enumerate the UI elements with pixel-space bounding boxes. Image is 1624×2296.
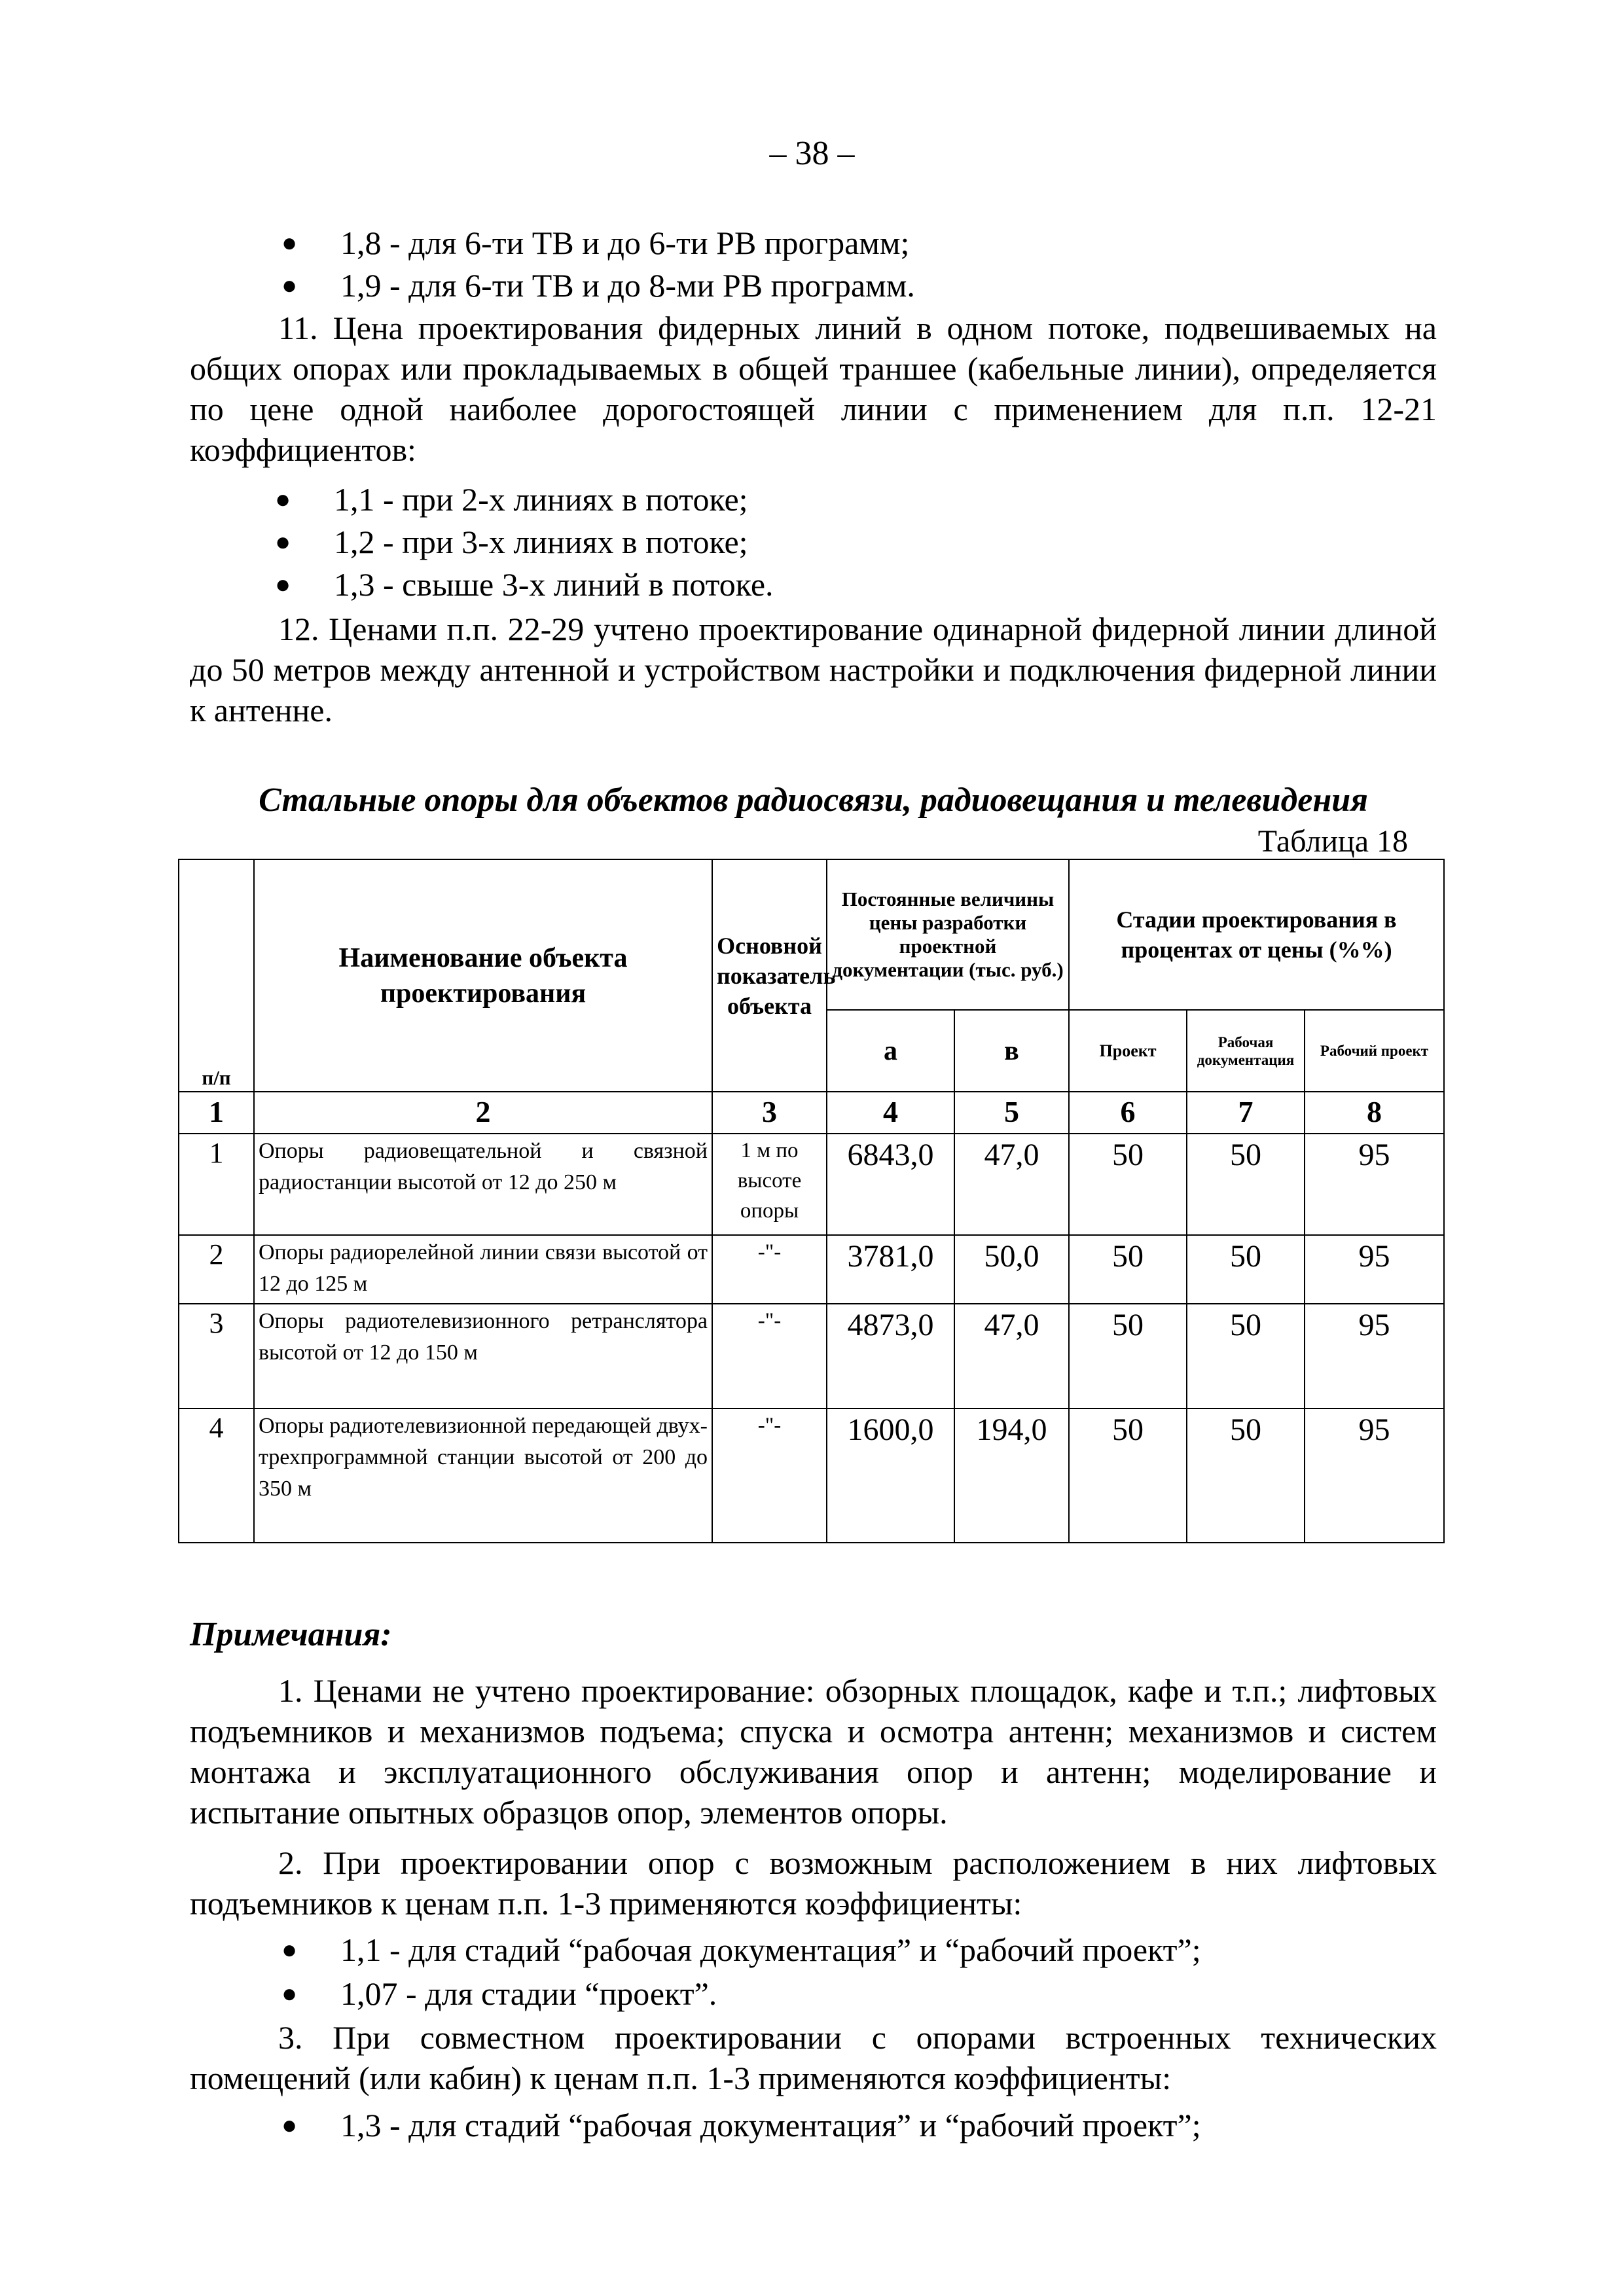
- col-number: 6: [1069, 1092, 1187, 1134]
- row-stage-work-doc: 50: [1187, 1408, 1305, 1543]
- bullet-item: ● 1,9 - для 6-ти ТВ и до 8-ми РВ программ.: [340, 265, 915, 306]
- paragraph-11: 11. Цена проектирования фидерных линий в одном потоке, подвешиваемых на общих опорах или прокладываемых в общей траншее (кабельные линии), определяется по цене одной наиболее дорогостоящей линии с применением для п.п. 12-21 коэффициентов:: [190, 310, 1437, 468]
- row-stage-project: 50: [1069, 1134, 1187, 1235]
- column-numbers-row: [179, 1092, 1444, 1134]
- bullet-icon: ●: [275, 484, 291, 514]
- row-name: Опоры радиовещательной и связной радиостанции высотой от 12 до 250 м: [254, 1134, 712, 1235]
- row-stage-work-doc: 50: [1187, 1134, 1305, 1235]
- table-row: [179, 1134, 1444, 1235]
- row-stage-work-proj: 95: [1305, 1134, 1444, 1235]
- row-indicator: -"-: [712, 1304, 827, 1408]
- header-indicator: Основной показатель объекта: [712, 859, 827, 1092]
- row-value-b: 47,0: [954, 1134, 1069, 1235]
- header-stages: Стадии проектирования в процентах от цены (%%): [1069, 859, 1444, 1010]
- table-label: Таблица 18: [1257, 824, 1408, 859]
- bullet-item: ● 1,2 - при 3-х линиях в потоке;: [334, 522, 748, 562]
- row-stage-project: 50: [1069, 1235, 1187, 1304]
- header-stage-project: Проект: [1069, 1010, 1187, 1092]
- row-stage-work-proj: 95: [1305, 1408, 1444, 1543]
- data-table: [178, 859, 1445, 1543]
- bullet-item: ● 1,1 - для стадий “рабочая документация” и “рабочий проект”;: [340, 1929, 1201, 1970]
- bullet-item: ● 1,07 - для стадии “проект”.: [340, 1973, 717, 2014]
- row-stage-project: 50: [1069, 1304, 1187, 1408]
- note-1: 1. Ценами не учтено проектирование: обзорных площадок, кафе и т.п.; лифтовых подъемников и механизмов подъема; спуска и осмотра антенн; механизмов и систем монтажа и эксплуатационного обслуживания опор и антенн; моделирование и испытание опытных образцов опор, элементов опоры.: [190, 1672, 1437, 1831]
- table-row: [179, 1408, 1444, 1543]
- paragraph-12: 12. Ценами п.п. 22-29 учтено проектирование одинарной фидерной линии длиной до 50 метров между антенной и устройством настройки и подключения фидерной линии к антенне.: [190, 611, 1437, 728]
- row-value-b: 194,0: [954, 1408, 1069, 1543]
- col-number: 2: [254, 1092, 712, 1134]
- table-caption: Стальные опоры для объектов радиосвязи, радиовещания и телевидения: [259, 781, 1368, 819]
- col-number: 5: [954, 1092, 1069, 1134]
- row-value-a: 1600,0: [827, 1408, 954, 1543]
- row-value-a: 6843,0: [827, 1134, 954, 1235]
- row-number: 1: [179, 1134, 254, 1235]
- table-row: [179, 1304, 1444, 1408]
- bullet-icon: ●: [281, 2110, 298, 2140]
- col-number: 1: [179, 1092, 254, 1134]
- header-stage-work-doc: Рабочая документация: [1187, 1010, 1305, 1092]
- bullet-item: ● 1,8 - для 6-ти ТВ и до 6-ти РВ программ;: [340, 223, 909, 263]
- col-number: 8: [1305, 1092, 1444, 1134]
- row-name: Опоры радиотелевизионного ретранслятора высотой от 12 до 150 м: [254, 1304, 712, 1408]
- row-name: Опоры радиотелевизионной передающей двух-трехпрограммной станции высотой от 200 до 350 м: [254, 1408, 712, 1543]
- row-stage-project: 50: [1069, 1408, 1187, 1543]
- header-const-b: в: [954, 1010, 1069, 1092]
- notes-title: Примечания:: [190, 1616, 392, 1653]
- table-row: [179, 1235, 1444, 1304]
- note-3: 3. При совместном проектировании с опорами встроенных технических помещений (или кабин) к ценам п.п. 1-3 применяются коэффициенты:: [190, 2019, 1437, 2096]
- col-number: 7: [1187, 1092, 1305, 1134]
- row-stage-work-proj: 95: [1305, 1235, 1444, 1304]
- bullet-icon: ●: [281, 1935, 298, 1964]
- bullet-item: ● 1,3 - свыше 3-х линий в потоке.: [334, 564, 774, 605]
- bullet-icon: ●: [281, 228, 298, 257]
- row-name: Опоры радиорелейной линии связи высотой от 12 до 125 м: [254, 1235, 712, 1304]
- header-name: Наименование объекта проектирования: [254, 859, 712, 1092]
- row-indicator: -"-: [712, 1235, 827, 1304]
- row-indicator: -"-: [712, 1408, 827, 1543]
- row-value-b: 47,0: [954, 1304, 1069, 1408]
- bullet-item: ● 1,1 - при 2-х линиях в потоке;: [334, 479, 748, 520]
- bullet-icon: ●: [275, 569, 291, 599]
- note-2: 2. При проектировании опор с возможным расположением в них лифтовых подъемников к ценам п.п. 1-3 применяются коэффициенты:: [190, 1844, 1437, 1922]
- page-number: – 38 –: [769, 135, 855, 172]
- row-number: 4: [179, 1408, 254, 1543]
- row-number: 2: [179, 1235, 254, 1304]
- header-stage-work-proj: Рабочий проект: [1305, 1010, 1444, 1092]
- row-value-a: 3781,0: [827, 1235, 954, 1304]
- header-pp: п/п: [179, 859, 254, 1092]
- row-value-a: 4873,0: [827, 1304, 954, 1408]
- row-number: 3: [179, 1304, 254, 1408]
- row-indicator: 1 м по высоте опоры: [712, 1134, 827, 1235]
- row-stage-work-doc: 50: [1187, 1304, 1305, 1408]
- row-stage-work-doc: 50: [1187, 1235, 1305, 1304]
- row-stage-work-proj: 95: [1305, 1304, 1444, 1408]
- row-value-b: 50,0: [954, 1235, 1069, 1304]
- col-number: 3: [712, 1092, 827, 1134]
- header-const-a: а: [827, 1010, 954, 1092]
- header-const: Постоянные величины цены разработки проектной документации (тыс. руб.): [827, 859, 1069, 1010]
- bullet-icon: ●: [281, 1979, 298, 2008]
- bullet-item: ● 1,3 - для стадий “рабочая документация” и “рабочий проект”;: [340, 2105, 1201, 2145]
- bullet-icon: ●: [275, 527, 291, 556]
- bullet-icon: ●: [281, 270, 298, 300]
- col-number: 4: [827, 1092, 954, 1134]
